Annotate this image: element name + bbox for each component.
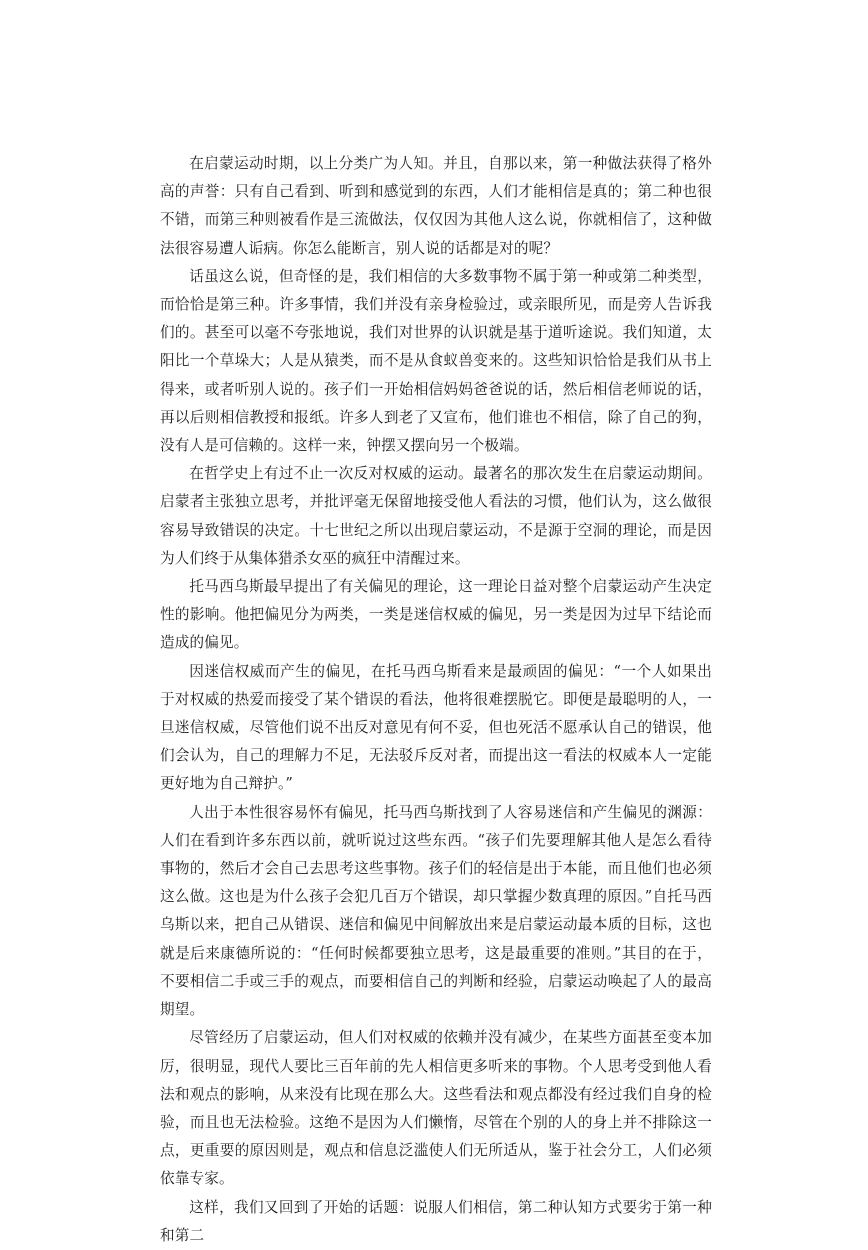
paragraph-4: 托马西乌斯最早提出了有关偏见的理论，这一理论日益对整个启蒙运动产生决定性的影响。他把偏见分为两类，一类是迷信权威的偏见，另一类是因为过早下结论而造成的偏见。 <box>160 578 712 652</box>
paragraph-3: 在哲学史上有过不止一次反对权威的运动。最著名的那次发生在启蒙运动期间。启蒙者主张独立思考，并批评毫无保留地接受他人看法的习惯，他们认为，这么做很容易导致错误的决定。十七世纪之所以出现启蒙运动，不是源于空洞的理论，而是因为人们终于从集体猎杀女巫的疯狂中清醒过来。 <box>160 465 712 567</box>
paragraph-8: 这样，我们又回到了开始的话题：说服人们相信，第二种认知方式要劣于第一种和第二 <box>160 1198 712 1244</box>
paragraph-7: 尽管经历了启蒙运动，但人们对权威的依赖并没有减少，在某些方面甚至变本加厉，很明显，现代人要比三百年前的先人相信更多听来的事物。个人思考受到他人看法和观点的影响，从来没有比现在那么大。这些看法和观点都没有经过我们自身的检验，而且也无法检验。这绝不是因为人们懒惰，尽管在个别的人的身上并不排除这一点，更重要的原因则是，观点和信息泛滥使人们无所适从，鉴于社会分工，人们必须依靠专家。 <box>160 1029 712 1188</box>
paragraph-1: 在启蒙运动时期，以上分类广为人知。并且，自那以来，第一种做法获得了格外高的声誉：只有自己看到、听到和感觉到的东西，人们才能相信是真的；第二种也很不错，而第三种则被看作是三流做法，仅仅因为其他人这么说，你就相信了，这种做法很容易遭人诟病。你怎么能断言，别人说的话都是对的呢？ <box>160 155 712 257</box>
body-text <box>160 150 712 1250</box>
paragraph-5: 因迷信权威而产生的偏见，在托马西乌斯看来是最顽固的偏见：“一个人如果出于对权威的热爱而接受了某个错误的看法，他将很难摆脱它。即便是最聪明的人，一旦迷信权威，尽管他们说不出反对意见有何不妥，但也死活不愿承认自己的错误，他们会认为，自己的理解力不足，无法驳斥反对者，而提出这一看法的权威本人一定能更好地为自己辩护。” <box>160 662 712 793</box>
paragraph-6: 人出于本性很容易怀有偏见，托马西乌斯找到了人容易迷信和产生偏见的渊源：人们在看到许多东西以前，就听说过这些东西。“孩子们先要理解其他人是怎么看待事物的，然后才会自己去思考这些事物。孩子们的轻信是出于本能，而且他们也必须这么做。这也是为什么孩子会犯几百万个错误，却只掌握少数真理的原因。”自托马西乌斯以来，把自己从错误、迷信和偏见中间解放出来是启蒙运动最本质的目标，这也就是后来康德所说的：“任何时候都要独立思考，这是最重要的准则。”其目的在于，不要相信二手或三手的观点，而要相信自己的判断和经验，启蒙运动唤起了人的最高期望。 <box>160 803 712 1019</box>
paragraph-2: 话虽这么说，但奇怪的是，我们相信的大多数事物不属于第一种或第二种类型，而恰恰是第三种。许多事情，我们并没有亲身检验过，或亲眼所见，而是旁人告诉我们的。甚至可以毫不夸张地说，我们对世界的认识就是基于道听途说。我们知道，太阳比一个草垛大；人是从猿类，而不是从食蚁兽变来的。这些知识恰恰是我们从书上得来，或者听别人说的。孩子们一开始相信妈妈爸爸说的话，然后相信老师说的话，再以后则相信教授和报纸。许多人到老了又宣布，他们谁也不相信，除了自己的狗，没有人是可信赖的。这样一来，钟摆又摆向另一个极端。 <box>160 267 712 455</box>
